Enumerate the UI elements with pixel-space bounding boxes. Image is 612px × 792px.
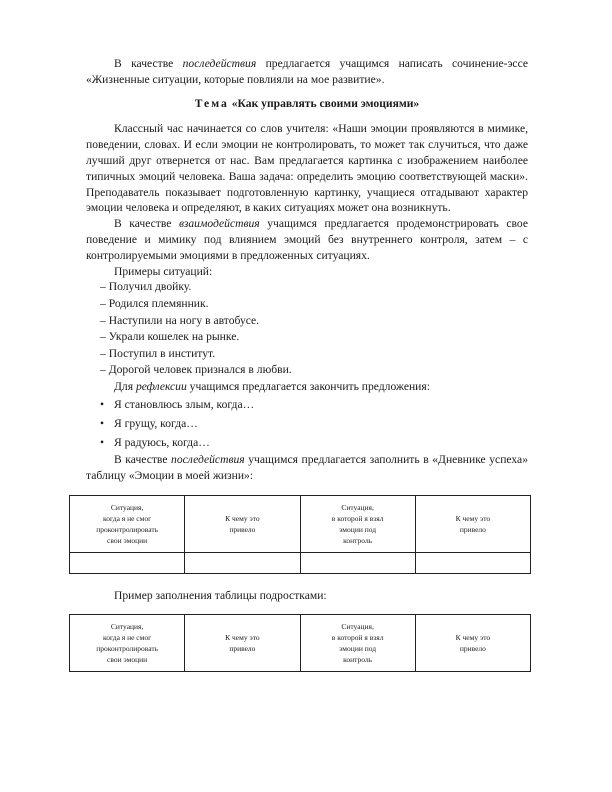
paragraph-essay	[86, 56, 528, 88]
table-header-cell: Ситуация, в которой я взял эмоции под контроль	[300, 615, 415, 672]
table-header-cell: К чему это привело	[415, 615, 530, 672]
emphasis: взаимодействия	[178, 217, 260, 231]
topic-title: «Как управлять своими эмоциями»	[231, 96, 420, 110]
paragraph-diary	[86, 452, 528, 484]
table-cell	[415, 553, 530, 574]
table-header-cell: К чему это привело	[185, 615, 300, 672]
table-cell	[70, 553, 185, 574]
table-header-row	[70, 615, 531, 672]
table-cell	[185, 553, 300, 574]
list-item: – Дорогой человек признался в любви.	[100, 362, 528, 379]
table-header-cell: Ситуация, когда я не смог проконтролировать свои эмоции	[70, 615, 185, 672]
list-item: – Получил двойку.	[100, 279, 528, 296]
text: учащимся предлагается заполнить в «Дневнике успеха» таблицу «Эмоции в моей жизни»:	[86, 452, 528, 482]
topic-heading	[86, 96, 528, 112]
text: учащимся предлагается закончить предложения:	[186, 379, 430, 393]
emphasis: последействия	[182, 57, 257, 70]
table-header-cell: Ситуация, в которой я взял эмоции под контроль	[300, 496, 415, 553]
table-header-cell: К чему это привело	[415, 496, 530, 553]
text: предлагается учащимся написать сочинение-эссе «Жизненные ситуации, которые повлияли на мое развитие».	[86, 57, 529, 86]
table-header-row	[70, 496, 531, 553]
sentences-list	[86, 395, 528, 452]
table-header-cell: Ситуация, когда я не смог проконтролировать свои эмоции	[70, 496, 185, 553]
list-item: • Я становлюсь злым, когда…	[100, 395, 528, 414]
list-item: • Я грущу, когда…	[100, 414, 528, 433]
table-cell	[300, 553, 415, 574]
example-caption: Пример заполнения таблицы подростками:	[114, 589, 327, 603]
examples-label: Примеры ситуаций:	[114, 264, 213, 278]
document-page	[86, 56, 528, 672]
list-item: – Поступил в институт.	[100, 346, 528, 363]
list-item: – Наступили на ногу в автобусе.	[100, 313, 528, 330]
example-table	[69, 614, 531, 672]
text: В качестве	[114, 57, 183, 70]
topic-label: Тема	[194, 96, 229, 110]
text: учащимся предлагается продемонстрировать свое поведение и мимику под влиянием эмоций без внутреннего контроля, затем – с контролируемыми эмоциями в предложенных ситуациях.	[86, 217, 528, 262]
list-item: – Родился племянник.	[100, 296, 528, 313]
text: В качестве	[114, 452, 172, 466]
situations-list	[86, 279, 528, 379]
paragraph-reflection	[86, 379, 528, 395]
emotions-table	[69, 495, 531, 574]
emphasis: рефлексии	[135, 379, 187, 393]
list-item: • Я радуюсь, когда…	[100, 433, 528, 452]
text: Для	[114, 379, 136, 393]
table-header-cell: К чему это привело	[185, 496, 300, 553]
emphasis: последействия	[171, 452, 245, 466]
table-row	[70, 553, 531, 574]
paragraph-intro: Классный час начинается со слов учителя: «Наши эмоции проявляются в мимике, поведении, словах. И если эмоции не контролировать, то может так случиться, что даже лучший друг отвернется от нас. Вам предлагается картинка с изображением наиболее типичных эмоций человека. Ваша задача: определить эмоцию соответствующей маски». Преподаватель показывает подготовленную картинку, учащиеся отгадывают характер эмоции человека и определяют, в каких ситуациях может она возникнуть.	[86, 122, 528, 215]
text: В качестве	[114, 217, 179, 231]
list-item: – Украли кошелек на рынке.	[100, 329, 528, 346]
paragraph-interaction	[86, 216, 528, 263]
